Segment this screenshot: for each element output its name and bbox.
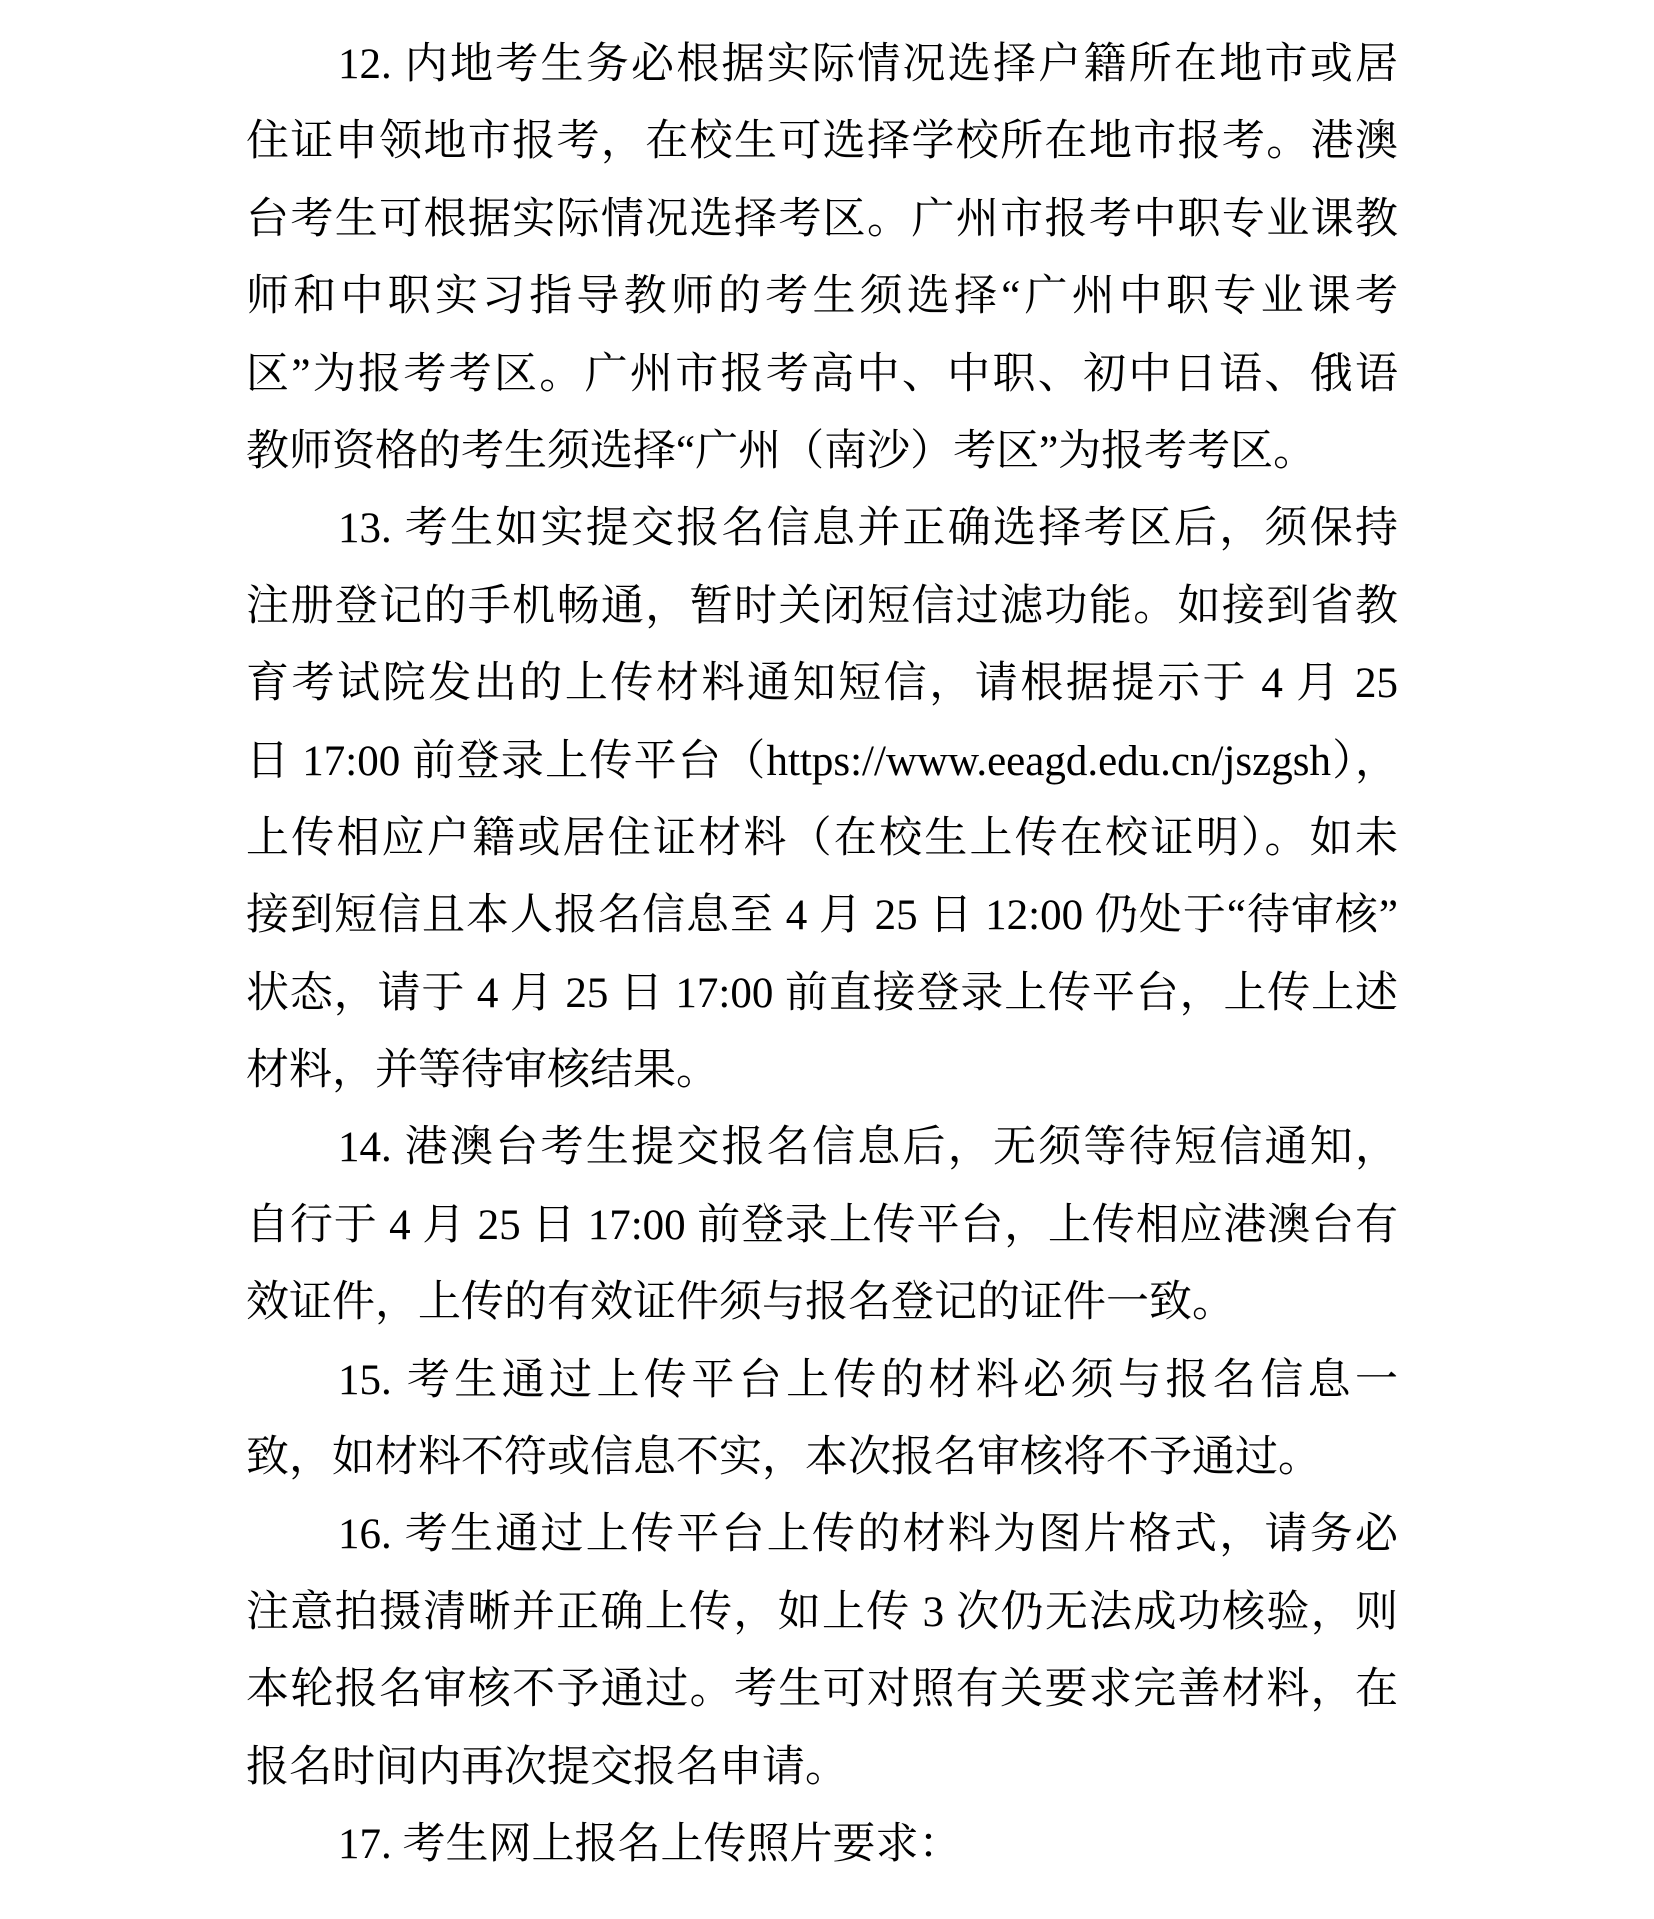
paragraph-16-line-2: 注意拍摄清晰并正确上传，如上传 3 次仍无法成功核验，则 — [246, 1588, 1398, 1636]
paragraph-13-line-6: 接到短信且本人报名信息至 4 月 25 日 12:00 仍处于“待审核” — [246, 892, 1398, 940]
paragraph-12-line-5: 区”为报考考区。广州市报考高中、中职、初中日语、俄语 — [246, 350, 1398, 398]
paragraph-16-line-4: 报名时间内再次提交报名申请。 — [246, 1743, 848, 1791]
paragraph-13-line-2: 注册登记的手机畅通，暂时关闭短信过滤功能。如接到省教 — [246, 582, 1398, 630]
paragraph-15-line-2: 致，如材料不符或信息不实，本次报名审核将不予通过。 — [246, 1434, 1321, 1482]
paragraph-14-line-1: 14. 港澳台考生提交报名信息后，无须等待短信通知， — [338, 1124, 1398, 1172]
paragraph-item-16 — [246, 1496, 1398, 1806]
paragraph-12-line-1: 12. 内地考生务必根据实际情况选择户籍所在地市或居 — [338, 41, 1398, 88]
paragraph-item-13 — [246, 490, 1398, 1109]
document-body — [246, 26, 1398, 1883]
paragraph-12-line-3: 台考生可根据实际情况选择考区。广州市报考中职专业课教 — [246, 195, 1398, 243]
paragraph-13-line-8: 材料，并等待审核结果。 — [246, 1047, 719, 1095]
paragraph-12-line-4: 师和中职实习指导教师的考生须选择“广州中职专业课考 — [246, 273, 1398, 321]
paragraph-13-line-5: 上传相应户籍或居住证材料（在校生上传在校证明）。如未 — [246, 814, 1398, 862]
paragraph-14-line-2: 自行于 4 月 25 日 17:00 前登录上传平台，上传相应港澳台有 — [246, 1201, 1398, 1249]
paragraph-16-line-3: 本轮报名审核不予通过。考生可对照有关要求完善材料，在 — [246, 1666, 1398, 1714]
paragraph-12-line-6: 教师资格的考生须选择“广州（南沙）考区”为报考考区。 — [246, 427, 1317, 475]
paragraph-15-line-1: 15. 考生通过上传平台上传的材料必须与报名信息一 — [338, 1356, 1398, 1404]
paragraph-item-12 — [246, 26, 1398, 490]
paragraph-item-15 — [246, 1342, 1398, 1497]
paragraph-item-17 — [246, 1806, 1398, 1883]
paragraph-12-line-2: 住证申领地市报考，在校生可选择学校所在地市报考。港澳 — [246, 118, 1398, 166]
paragraph-13-line-3: 育考试院发出的上传材料通知短信，请根据提示于 4 月 25 — [246, 660, 1398, 708]
paragraph-item-14 — [246, 1109, 1398, 1341]
paragraph-13-line-1: 13. 考生如实提交报名信息并正确选择考区后，须保持 — [338, 505, 1398, 553]
paragraph-17-line-1: 17. 考生网上报名上传照片要求： — [338, 1820, 962, 1868]
paragraph-13-line-7: 状态，请于 4 月 25 日 17:00 前直接登录上传平台，上传上述 — [246, 969, 1398, 1017]
paragraph-14-line-3: 效证件，上传的有效证件须与报名登记的证件一致。 — [246, 1279, 1235, 1327]
paragraph-13-line-4: 日 17:00 前登录上传平台（https://www.eeagd.edu.cn/jszgsh）， — [246, 737, 1398, 785]
paragraph-16-line-1: 16. 考生通过上传平台上传的材料为图片格式，请务必 — [338, 1511, 1398, 1559]
